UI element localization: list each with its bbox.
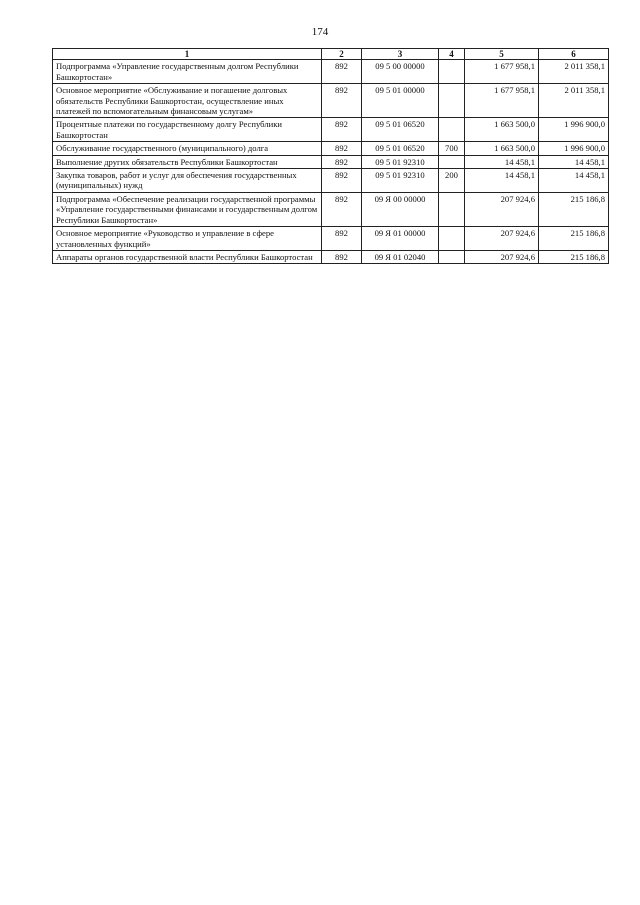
row-sum-col5: 1 663 500,0	[465, 142, 539, 155]
header-col-2: 2	[322, 49, 362, 60]
header-col-4: 4	[439, 49, 465, 60]
row-target-code: 09 Я 01 02040	[362, 250, 439, 263]
row-sum-col5: 207 924,6	[465, 227, 539, 251]
row-expense-type	[439, 60, 465, 84]
row-ved-code: 892	[322, 60, 362, 84]
row-sum-col6: 1 996 900,0	[539, 142, 609, 155]
row-target-code: 09 5 01 92310	[362, 155, 439, 168]
row-expense-type	[439, 155, 465, 168]
table-row	[53, 84, 609, 118]
row-target-code: 09 5 01 92310	[362, 169, 439, 193]
row-ved-code: 892	[322, 142, 362, 155]
row-sum-col5: 1 663 500,0	[465, 118, 539, 142]
header-col-3: 3	[362, 49, 439, 60]
table-row	[53, 192, 609, 226]
row-ved-code: 892	[322, 118, 362, 142]
table-row	[53, 169, 609, 193]
table-row	[53, 250, 609, 263]
row-name: Основное мероприятие «Руководство и управление в сфере установленных функций»	[53, 227, 322, 251]
row-target-code: 09 5 01 00000	[362, 84, 439, 118]
row-target-code: 09 5 01 06520	[362, 142, 439, 155]
row-ved-code: 892	[322, 227, 362, 251]
table-body	[53, 60, 609, 264]
row-sum-col5: 1 677 958,1	[465, 60, 539, 84]
row-name: Обслуживание государственного (муниципального) долга	[53, 142, 322, 155]
row-name: Подпрограмма «Обеспечение реализации государственной программы «Управление государственными финансами и государственным долгом Республики Башкортостан»	[53, 192, 322, 226]
row-target-code: 09 Я 01 00000	[362, 227, 439, 251]
row-expense-type: 200	[439, 169, 465, 193]
row-sum-col6: 215 186,8	[539, 192, 609, 226]
row-sum-col5: 207 924,6	[465, 192, 539, 226]
row-target-code: 09 Я 00 00000	[362, 192, 439, 226]
row-sum-col6: 2 011 358,1	[539, 60, 609, 84]
row-expense-type	[439, 84, 465, 118]
row-sum-col5: 14 458,1	[465, 169, 539, 193]
row-sum-col6: 2 011 358,1	[539, 84, 609, 118]
row-expense-type: 700	[439, 142, 465, 155]
row-sum-col5: 14 458,1	[465, 155, 539, 168]
row-name: Основное мероприятие «Обслуживание и погашение долговых обязательств Республики Башкортостан, осуществление иных платежей по вспомогательным финансовым услугам»	[53, 84, 322, 118]
row-name: Закупка товаров, работ и услуг для обеспечения государственных (муниципальных) нужд	[53, 169, 322, 193]
row-name: Выполнение других обязательств Республики Башкортостан	[53, 155, 322, 168]
row-sum-col6: 215 186,8	[539, 227, 609, 251]
header-row	[53, 49, 609, 60]
row-sum-col5: 1 677 958,1	[465, 84, 539, 118]
row-target-code: 09 5 00 00000	[362, 60, 439, 84]
row-name: Процентные платежи по государственному долгу Республики Башкортостан	[53, 118, 322, 142]
table-row	[53, 118, 609, 142]
table-row	[53, 227, 609, 251]
table-row	[53, 155, 609, 168]
row-target-code: 09 5 01 06520	[362, 118, 439, 142]
row-sum-col6: 1 996 900,0	[539, 118, 609, 142]
row-ved-code: 892	[322, 192, 362, 226]
row-expense-type	[439, 192, 465, 226]
header-col-1: 1	[53, 49, 322, 60]
table-header	[53, 49, 609, 60]
row-sum-col6: 215 186,8	[539, 250, 609, 263]
row-ved-code: 892	[322, 84, 362, 118]
header-col-6: 6	[539, 49, 609, 60]
table-row	[53, 60, 609, 84]
row-expense-type	[439, 227, 465, 251]
row-name: Подпрограмма «Управление государственным долгом Республики Башкортостан»	[53, 60, 322, 84]
row-ved-code: 892	[322, 250, 362, 263]
row-sum-col6: 14 458,1	[539, 169, 609, 193]
row-name: Аппараты органов государственной власти Республики Башкортостан	[53, 250, 322, 263]
row-sum-col6: 14 458,1	[539, 155, 609, 168]
header-col-5: 5	[465, 49, 539, 60]
row-expense-type	[439, 118, 465, 142]
table-row	[53, 142, 609, 155]
row-ved-code: 892	[322, 169, 362, 193]
row-sum-col5: 207 924,6	[465, 250, 539, 263]
row-ved-code: 892	[322, 155, 362, 168]
page-number: 174	[311, 26, 329, 38]
row-expense-type	[439, 250, 465, 263]
budget-table	[52, 48, 609, 264]
